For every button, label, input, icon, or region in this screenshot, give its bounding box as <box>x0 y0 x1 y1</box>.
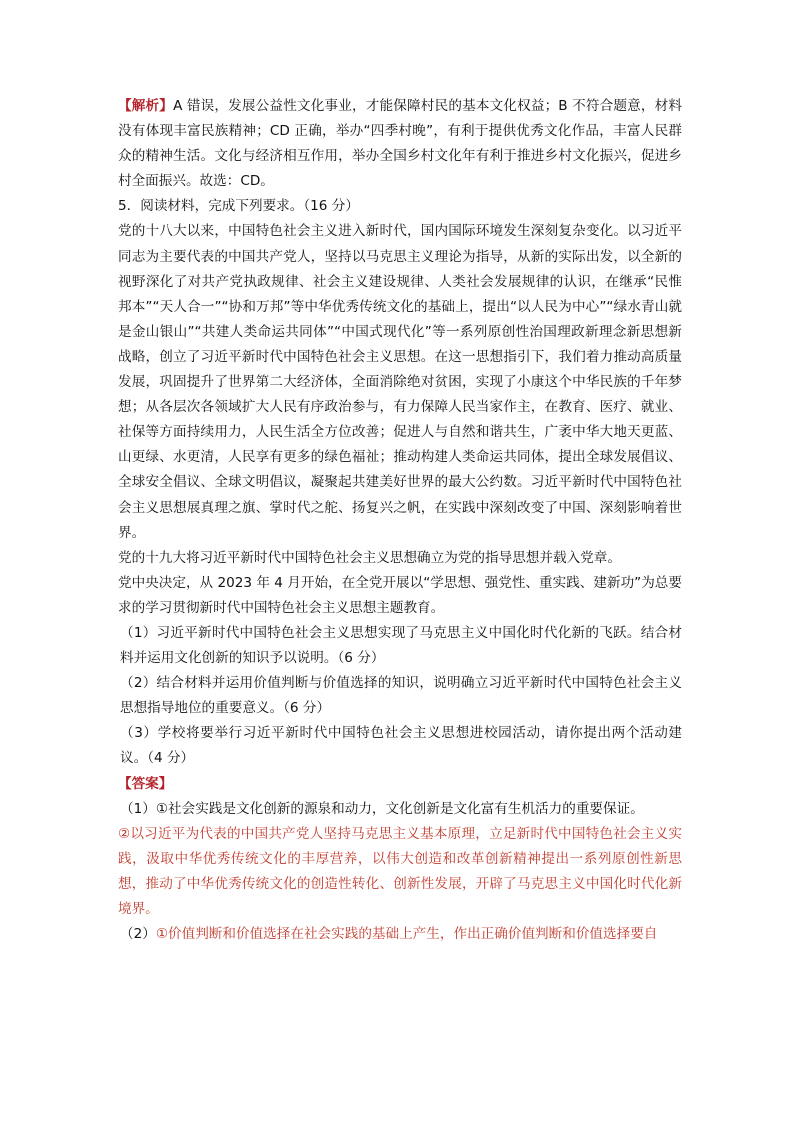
sub-question-3: （3）学校将要举行习近平新时代中国特色社会主义思想进校园活动，请你提出两个活动建议。（4 分） <box>120 725 682 767</box>
answer-2-point-1-text: ①价值判断和价值选择在社会实践的基础上产生，作出正确价值判断和价值选择要自 <box>155 926 658 943</box>
analysis-tag: 【解析】 <box>118 98 174 114</box>
answer-2-point-1 <box>118 922 682 947</box>
analysis-paragraph <box>118 94 682 194</box>
question-title: 5．阅读材料，完成下列要求。（16 分） <box>118 198 359 215</box>
answer-1-prefix: （1） <box>120 800 156 817</box>
answer-1-point-1 <box>118 797 682 822</box>
answer-1-point-2-text: ②以习近平为代表的中国共产党人坚持马克思主义基本原理，立足新时代中国特色社会主义实践，汲取中华优秀传统文化的丰厚营养，以伟大创造和改革创新精神提出一系列原创性新思想，推动了中华优秀传统文化的创造性转化、创新性发展，开辟了马克思主义中国化时代化新境界。 <box>118 825 682 917</box>
answer-tag: 【答案】 <box>118 775 173 792</box>
answer-1-point-2 <box>118 822 682 922</box>
material-paragraph-2: 党的十九大将习近平新时代中国特色社会主义思想确立为党的指导思想并载入党章。 <box>118 549 621 566</box>
material-paragraph-3: 党中央决定，从 2023 年 4 月开始，在全党开展以“学思想、强党性、重实践、建新功”为总要求的学习贯彻新时代中国特色社会主义思想主题教育。 <box>118 574 682 616</box>
answer-1-point-1-text: ①社会实践是文化创新的源泉和动力，文化创新是文化富有生机活力的重要保证。 <box>155 800 644 817</box>
sub-question-2: （2）结合材料并运用价值判断与价值选择的知识，说明确立习近平新时代中国特色社会主义思想指导地位的重要意义。（6 分） <box>120 675 682 717</box>
sub-question-1: （1）习近平新时代中国特色社会主义思想实现了马克思主义中国化时代化新的飞跃。结合材料并运用文化创新的知识予以说明。（6 分） <box>120 624 682 667</box>
material-paragraph-1: 党的十八大以来，中国特色社会主义进入新时代，国内国际环境发生深刻复杂变化。以习近平同志为主要代表的中国共产党人，坚持以马克思主义理论为指导，从新的实际出发，以全新的视野深化了对共产党执政规律、社会主义建设规律、人类社会发展规律的认识，在继承“民惟邦本”“天人合一”“协和万邦”等中华优秀传统文化的基础上，提出“以人民为中心”“绿水青山就是金山银山”“共建人类命运共同体”“中国式现代化”等一系列原创性治国理政新理念新思想新战略，创立了习近平新时代中国特色社会主义思想。在这一思想指引下，我们着力推动高质量发展，巩固提升了世界第二大经济体，全面消除绝对贫困，实现了小康这个中华民族的千年梦想；从各层次各领域扩大人民有序政治参与，有力保障人民当家作主，在教育、医疗、就业、社保等方面持续用力，人民生活全方位改善；促进人与自然和谐共生，广袤中华大地天更蓝、山更绿、水更清，人民享有更多的绿色福祉；推动构建人类命运共同体，提出全球发展倡议、全球安全倡议、全球文明倡议，凝聚起共建美好世界的最大公约数。习近平新时代中国特色社会主义思想展真理之旗、掌时代之舵、扬复兴之帆，在实践中深刻改变了中国、深刻影响着世界。 <box>118 223 682 541</box>
answer-2-prefix: （2） <box>120 926 156 943</box>
analysis-text: A 错误，发展公益性文化事业，才能保障村民的基本文化权益；B 不符合题意，材料没有体现丰富民族精神；CD 正确，举办“四季村晚”，有利于提供优秀文化作品，丰富人民群众的精神生活。文化与经济相互作用，举办全国乡村文化年有利于推进乡村文化振兴，促进乡村全面振兴。故选：CD。 <box>118 98 683 190</box>
